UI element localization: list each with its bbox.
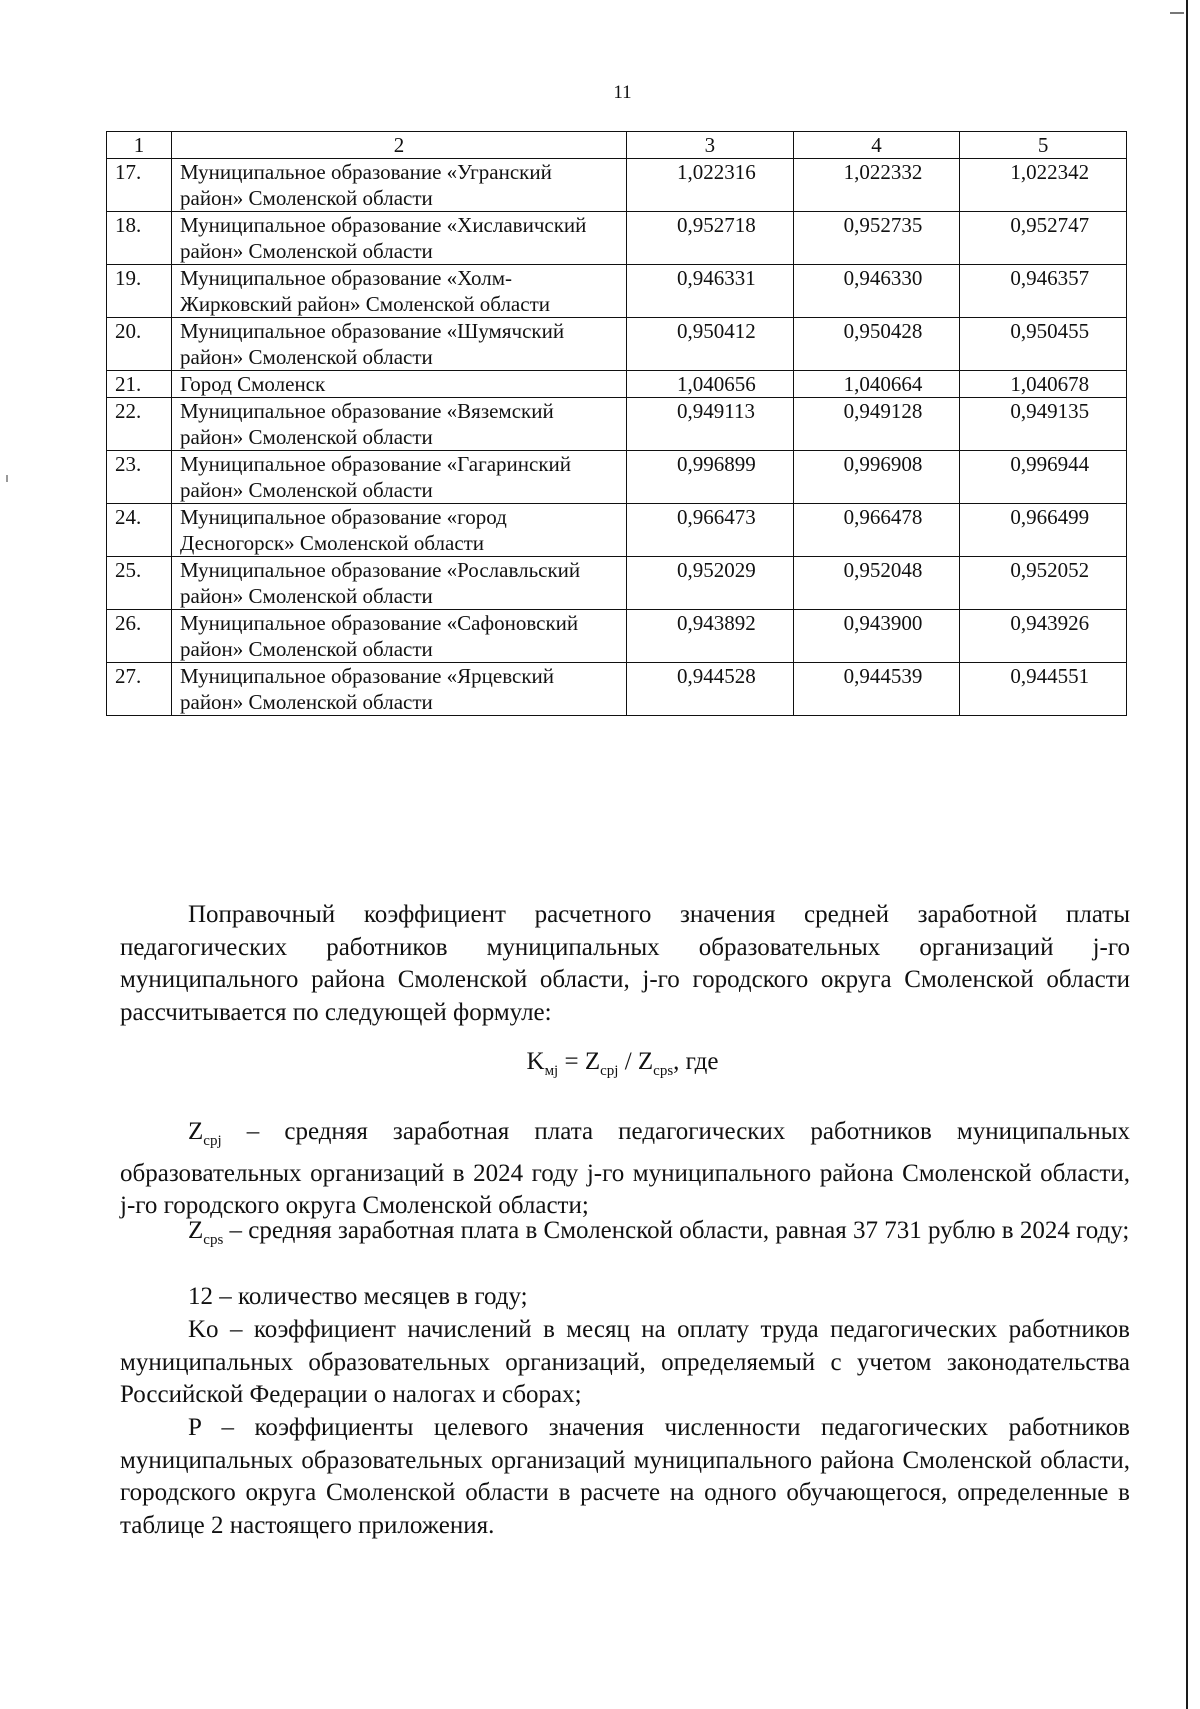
formula — [0, 1048, 1200, 1080]
table-row — [107, 318, 1127, 371]
formula-tail: , где — [673, 1048, 719, 1075]
value-col-4: 0,943900 — [793, 610, 960, 663]
ko-text: Ko – коэффициент начислений в месяц на оплату труда педагогических работников муниципальных образовательных организаций, определяемый с учетом законодательства Российской Федерации о налогах и сборах; — [120, 1316, 1130, 1408]
value-col-3: 0,966473 — [627, 504, 794, 557]
value-col-4: 0,950428 — [793, 318, 960, 371]
formula-z2-sub: cps — [653, 1063, 674, 1079]
municipality-name: Муниципальное образование «Ярцевский район» Смоленской области — [172, 663, 627, 716]
value-col-3: 0,943892 — [627, 610, 794, 663]
value-col-4: 0,949128 — [793, 398, 960, 451]
value-col-4: 0,946330 — [793, 265, 960, 318]
row-number: 23. — [107, 451, 172, 504]
value-col-5: 1,022342 — [960, 159, 1127, 212]
value-col-3: 0,946331 — [627, 265, 794, 318]
table-row — [107, 557, 1127, 610]
header-col-4: 4 — [793, 132, 960, 159]
p-text: P – коэффициенты целевого значения численности педагогических работников муниципальных образовательных организаций муниципального района Смоленской области, городского округа Смоленской области в расчете на одного обучающегося, определенные в таблице 2 настоящего приложения. — [120, 1414, 1130, 1539]
value-col-4: 0,952048 — [793, 557, 960, 610]
row-number: 18. — [107, 212, 172, 265]
zcps-symbol: Z — [188, 1217, 204, 1244]
municipality-name: Муниципальное образование «Шумячский район» Смоленской области — [172, 318, 627, 371]
value-col-3: 0,950412 — [627, 318, 794, 371]
zcps-text: – средняя заработная плата в Смоленской области, равная 37 731 рублю в 2024 году; — [223, 1217, 1130, 1244]
value-col-5: 0,950455 — [960, 318, 1127, 371]
zcpj-symbol: Z — [188, 1118, 204, 1145]
value-col-4: 0,944539 — [793, 663, 960, 716]
value-col-5: 0,946357 — [960, 265, 1127, 318]
municipality-name: Муниципальное образование «Рославльский район» Смоленской области — [172, 557, 627, 610]
scan-edge-line — [1186, 0, 1188, 1709]
municipality-name: Город Смоленск — [172, 371, 627, 398]
value-col-3: 1,022316 — [627, 159, 794, 212]
row-number: 22. — [107, 398, 172, 451]
table-row — [107, 159, 1127, 212]
value-col-3: 0,996899 — [627, 451, 794, 504]
row-number: 19. — [107, 265, 172, 318]
table-header-row — [107, 132, 1127, 159]
value-col-5: 1,040678 — [960, 371, 1127, 398]
intro-text: Поправочный коэффициент расчетного значения средней заработной платы педагогических работников муниципальных образовательных организаций j-го муниципального района Смоленской области, j-го городского округа Смоленской области рассчитывается по следующей формуле: — [120, 901, 1130, 1026]
table-row — [107, 212, 1127, 265]
table-row — [107, 371, 1127, 398]
municipality-name: Муниципальное образование «Угранский район» Смоленской области — [172, 159, 627, 212]
row-number: 24. — [107, 504, 172, 557]
value-col-3: 0,952029 — [627, 557, 794, 610]
value-col-5: 0,952052 — [960, 557, 1127, 610]
value-col-4: 0,996908 — [793, 451, 960, 504]
row-number: 27. — [107, 663, 172, 716]
value-col-5: 0,966499 — [960, 504, 1127, 557]
header-col-3: 3 — [627, 132, 794, 159]
zcpj-sub: cpj — [203, 1133, 222, 1149]
row-number: 21. — [107, 371, 172, 398]
definition-zcps — [120, 1215, 1130, 1257]
row-number: 17. — [107, 159, 172, 212]
value-col-3: 0,949113 — [627, 398, 794, 451]
value-col-3: 0,952718 — [627, 212, 794, 265]
table-row — [107, 663, 1127, 716]
definition-zcpj — [120, 1116, 1130, 1223]
header-col-5: 5 — [960, 132, 1127, 159]
value-col-4: 0,952735 — [793, 212, 960, 265]
value-col-3: 0,944528 — [627, 663, 794, 716]
header-col-1: 1 — [107, 132, 172, 159]
header-col-2: 2 — [172, 132, 627, 159]
formula-slash: / Z — [618, 1048, 654, 1075]
definition-months — [120, 1281, 1130, 1314]
coefficients-table — [106, 131, 1127, 716]
value-col-4: 1,022332 — [793, 159, 960, 212]
municipality-name: Муниципальное образование «город Десногорск» Смоленской области — [172, 504, 627, 557]
page-number: 11 — [613, 82, 632, 103]
zcps-sub: cps — [203, 1232, 224, 1248]
municipality-name: Муниципальное образование «Вяземский район» Смоленской области — [172, 398, 627, 451]
intro-paragraph — [120, 899, 1130, 1029]
row-number: 26. — [107, 610, 172, 663]
municipality-name: Муниципальное образование «Сафоновский район» Смоленской области — [172, 610, 627, 663]
value-col-4: 0,966478 — [793, 504, 960, 557]
row-number: 25. — [107, 557, 172, 610]
value-col-3: 1,040656 — [627, 371, 794, 398]
table-row — [107, 451, 1127, 504]
municipality-name: Муниципальное образование «Гагаринский район» Смоленской области — [172, 451, 627, 504]
row-number: 20. — [107, 318, 172, 371]
definition-p — [120, 1412, 1130, 1542]
scan-corner-mark — [1170, 12, 1184, 14]
table-row — [107, 265, 1127, 318]
value-col-5: 0,944551 — [960, 663, 1127, 716]
formula-k-sub: мj — [544, 1063, 559, 1079]
scan-speck — [6, 475, 8, 482]
value-col-5: 0,943926 — [960, 610, 1127, 663]
formula-z1-sub: cpj — [600, 1063, 619, 1079]
definition-ko — [120, 1314, 1130, 1412]
municipality-name: Муниципальное образование «Хиславичский район» Смоленской области — [172, 212, 627, 265]
table-row — [107, 398, 1127, 451]
formula-eq: = Z — [558, 1048, 601, 1075]
value-col-5: 0,949135 — [960, 398, 1127, 451]
table-row — [107, 504, 1127, 557]
value-col-5: 0,952747 — [960, 212, 1127, 265]
table-row — [107, 610, 1127, 663]
value-col-5: 0,996944 — [960, 451, 1127, 504]
zcpj-text: – средняя заработная плата педагогических работников муниципальных образовательных организаций в 2024 году j-го муниципального района Смоленской области, j-го городского округа Смоленской области; — [120, 1118, 1130, 1219]
municipality-name: Муниципальное образование «Холм-Жирковский район» Смоленской области — [172, 265, 627, 318]
formula-k: K — [526, 1048, 545, 1075]
value-col-4: 1,040664 — [793, 371, 960, 398]
months-text: 12 – количество месяцев в году; — [188, 1283, 528, 1310]
